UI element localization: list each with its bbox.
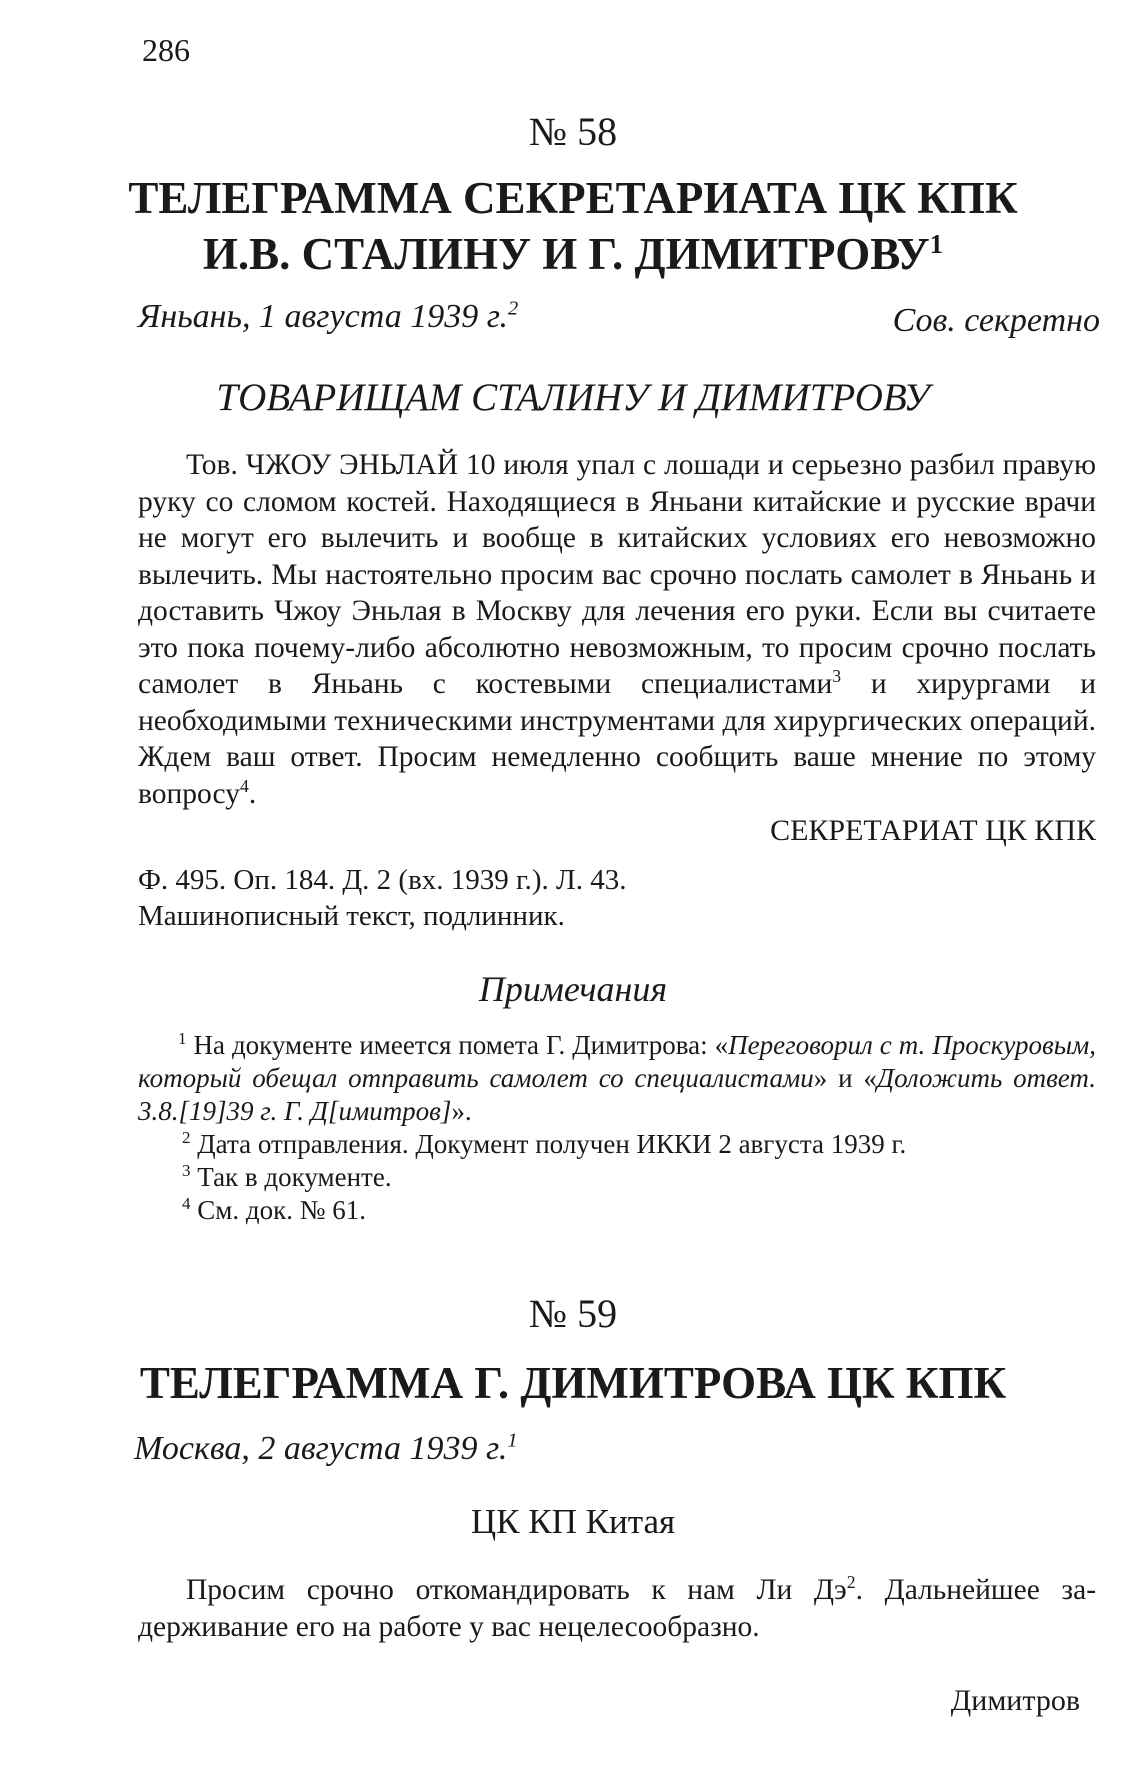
doc58-body-footnote-3: 3 [832,666,842,687]
doc58-body [138,447,1096,812]
doc58-title-footnote: 1 [929,229,944,259]
note-1-number: 1 [178,1029,187,1048]
note-1-text-b: » и « [813,1063,877,1093]
doc58-title-line2 [0,226,1146,282]
doc58-body-end: . [248,777,257,810]
doc59-title: ТЕЛЕГРАММА Г. ДИМИТРОВА ЦК КПК [139,1358,1007,1408]
doc58-place-date [138,298,518,336]
note-2 [138,1128,1096,1161]
doc59-body [138,1572,1096,1645]
note-1-italic-a: Переговорил с т. Проскуровым, который обещал отправить самолет со специалистами [138,1030,1096,1093]
doc58-signature: СЕКРЕТАРИАТ ЦК КПК [770,814,1096,847]
doc58-number: № 58 [528,109,618,154]
note-4-text: См. док. № 61. [190,1195,366,1225]
note-1 [138,1029,1096,1128]
page-number: 286 [142,32,190,68]
doc58-source-line2: Машинописный текст, подлинник. [138,900,565,932]
doc59-place-date-footnote: 1 [507,1429,518,1452]
doc58-source [138,862,626,934]
doc58-body-part1: Тов. ЧЖОУ ЭНЬЛАЙ 10 июля упал с лошади и серьезно разбил правую руку со сломом костей. Находящиеся в Яньани китайские и русские врачи не могут его вылечить и вообще в китайских условиях его невозможно вылечить. Мы настоятельно просим вас срочно послать самолет в Яньань и доставить Чжоу Эньлая в Москву для лечения его руки. Если вы считаете это пока почему-либо абсолютно невозможным, то просим срочно послать самолет в Яньань с костевыми специалистами [138,449,1096,700]
note-2-number: 2 [182,1128,191,1147]
note-3 [138,1161,1096,1194]
doc59-signature: Димитров [950,1684,1080,1717]
doc58-classification: Сов. секретно [892,302,1100,339]
doc58-place-date-footnote: 2 [508,297,519,320]
note-3-text: Так в документе. [190,1162,392,1192]
doc59-addressee: ЦК КП Китая [470,1502,676,1541]
doc59-body-part1: Просим срочно откомандировать к нам Ли Дэ [186,1574,847,1606]
note-4-number: 4 [182,1194,191,1213]
doc59-number: № 59 [528,1291,618,1336]
doc59-place-date [134,1430,518,1468]
doc58-body-part2: и хирургами и необходимыми техническими инструментами для хирургических операций. Ждем ваш ответ. Просим немедленно сообщить ваше мнение по этому вопросу [138,668,1097,810]
doc59-body-part2: . Дальнейшее задерживание его на работе у вас нецелесообразно. [138,1574,1097,1643]
doc58-addressee: ТОВАРИЩАМ СТАЛИНУ И ДИМИТРОВУ [216,376,930,419]
note-4 [138,1194,1096,1227]
doc58-body-footnote-4: 4 [239,775,249,796]
notes-heading: Примечания [478,969,668,1009]
note-1-text-a: На документе имеется помета Г. Димитрова: « [186,1030,729,1060]
doc58-source-line1: Ф. 495. Оп. 184. Д. 2 (вх. 1939 г.). Л. 43. [138,864,627,896]
note-1-italic-b: Доложить ответ. 3.8.[19]39 г. Г. Д[имитров] [138,1063,1097,1126]
doc58-place-date-text: Яньань, 1 августа 1939 г. [138,298,509,335]
doc58-title [0,170,1146,282]
doc59-place-date-text: Москва, 2 августа 1939 г. [134,1430,508,1467]
doc59-body-footnote-2: 2 [846,1572,856,1593]
note-1-text-c: ». [451,1096,472,1126]
note-3-number: 3 [182,1161,191,1180]
doc58-title-line1: ТЕЛЕГРАММА СЕКРЕТАРИАТА ЦК КПК [128,173,1018,223]
note-2-text: Дата отправления. Документ получен ИККИ 2 августа 1939 г. [190,1129,907,1159]
doc58-title-line2-text: И.В. СТАЛИНУ И Г. ДИМИТРОВУ [202,229,930,279]
notes-list [138,1029,1096,1227]
